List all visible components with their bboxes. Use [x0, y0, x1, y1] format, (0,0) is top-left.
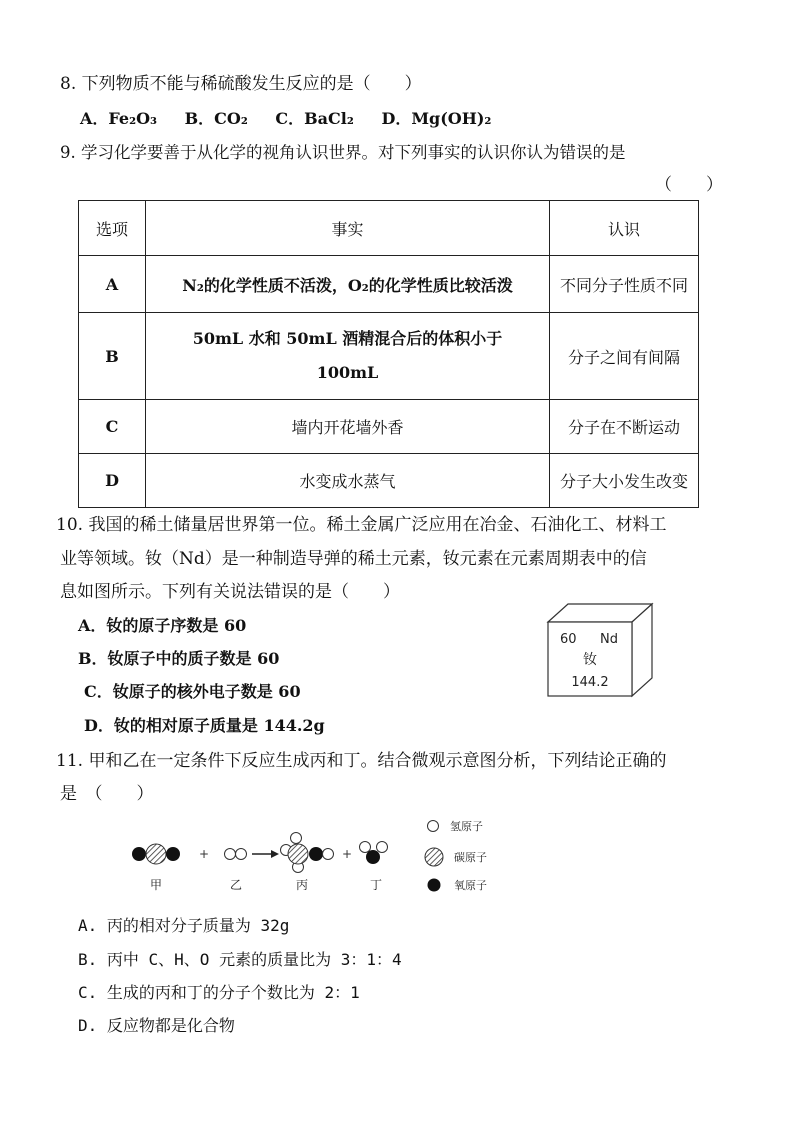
hydrogen-atom [291, 833, 302, 844]
molecule-bing [281, 833, 334, 873]
hydrogen-atom [323, 849, 334, 860]
reaction-arrow-icon [252, 850, 279, 858]
q10-stem-line1: 10. 我国的稀土储量居世界第一位。稀土金属广泛应用在冶金、石油化工、材料工 [56, 515, 667, 535]
table-row [79, 454, 699, 508]
q9-fact-table [78, 200, 699, 508]
hydrogen-legend-icon [428, 821, 439, 832]
legend-oxygen: 氧原子 [454, 879, 487, 892]
row-fact-line1: 50mL 水和 50mL 酒精混合后的体积小于 [192, 329, 503, 348]
q11-option-c: C. 生成的丙和丁的分子个数比为 2：1 [78, 983, 360, 1002]
q10-stem-line2: 业等领域。钕（Nd）是一种制造导弹的稀土元素，钕元素在元素周期表中的信 [60, 549, 647, 569]
label-jia: 甲 [149, 878, 163, 892]
table-row [79, 313, 699, 400]
row-option: A [79, 256, 146, 313]
row-option: C [79, 400, 146, 454]
hydrogen-atom [225, 849, 236, 860]
q10-option-b: B．钕原子中的质子数是 60 [78, 649, 280, 668]
q11-option-d: D. 反应物都是化合物 [78, 1016, 235, 1035]
neodymium-element-card [540, 600, 660, 700]
element-name: 钕 [583, 652, 597, 668]
q8-option-d: D．Mg(OH)₂ [381, 109, 492, 128]
table-row [79, 400, 699, 454]
row-understanding: 不同分子性质不同 [550, 256, 699, 313]
plus-sign: + [199, 847, 210, 861]
q10-option-d: D．钕的相对原子质量是 144.2g [84, 716, 325, 735]
q8-option-a: A．Fe₂O₃ [80, 109, 158, 128]
row-fact [146, 313, 550, 400]
label-yi: 乙 [229, 878, 243, 892]
label-bing: 丙 [295, 878, 309, 892]
row-option: D [79, 454, 146, 508]
table-row [79, 256, 699, 313]
hydrogen-atom [377, 842, 388, 853]
row-understanding: 分子在不断运动 [550, 400, 699, 454]
q8-option-c: C．BaCl₂ [275, 109, 354, 128]
element-number: 60 [560, 632, 577, 647]
reaction-diagram [120, 812, 520, 900]
header-understanding: 认识 [550, 201, 699, 256]
q8-options [80, 107, 513, 131]
q11-option-b: B. 丙中 C、H、O 元素的质量比为 3：1：4 [78, 950, 402, 969]
q10-option-a: A．钕的原子序数是 60 [78, 616, 247, 635]
q9-answer-bracket: （ ） [655, 175, 723, 195]
q11-option-a: A. 丙的相对分子质量为 32g [78, 916, 290, 935]
molecule-jia [132, 844, 180, 864]
legend-hydrogen: 氢原子 [450, 820, 483, 833]
header-fact: 事实 [146, 201, 550, 256]
element-mass: 144.2 [571, 675, 609, 690]
carbon-atom [288, 844, 308, 864]
q11-stem-line2: 是 （ ） [60, 784, 154, 804]
q10-stem-line3: 息如图所示。下列有关说法错误的是（ ） [60, 582, 400, 602]
row-understanding: 分子大小发生改变 [550, 454, 699, 508]
q8-option-b: B．CO₂ [184, 109, 248, 128]
oxygen-atom [366, 850, 380, 864]
row-fact: 水变成水蒸气 [146, 454, 550, 508]
row-understanding: 分子之间有间隔 [550, 313, 699, 400]
carbon-legend-icon [425, 848, 443, 866]
molecule-yi [225, 849, 247, 860]
oxygen-atom [166, 847, 180, 861]
oxygen-atom [132, 847, 146, 861]
table-header-row [79, 201, 699, 256]
plus-sign: + [342, 847, 353, 861]
molecule-ding [360, 842, 388, 865]
hydrogen-atom [360, 842, 371, 853]
label-ding: 丁 [369, 878, 383, 892]
q10-option-c: C．钕原子的核外电子数是 60 [84, 682, 301, 701]
row-fact: N₂的化学性质不活泼，O₂的化学性质比较活泼 [146, 256, 550, 313]
atom-legend [425, 819, 487, 892]
row-fact-line2: 100mL [316, 363, 379, 382]
row-option: B [79, 313, 146, 400]
hydrogen-atom [236, 849, 247, 860]
element-symbol: Nd [600, 632, 618, 647]
oxygen-legend-icon [428, 879, 441, 892]
q8-stem: 8. 下列物质不能与稀硫酸发生反应的是（ ） [60, 74, 422, 94]
oxygen-atom [309, 847, 323, 861]
q9-stem: 9. 学习化学要善于从化学的视角认识世界。对下列事实的认识你认为错误的是 [60, 143, 626, 162]
carbon-atom [146, 844, 166, 864]
row-fact: 墙内开花墙外香 [146, 400, 550, 454]
legend-carbon: 碳原子 [454, 851, 487, 864]
header-option: 选项 [79, 201, 146, 256]
q11-stem-line1: 11. 甲和乙在一定条件下反应生成丙和丁。结合微观示意图分析，下列结论正确的 [56, 751, 667, 771]
